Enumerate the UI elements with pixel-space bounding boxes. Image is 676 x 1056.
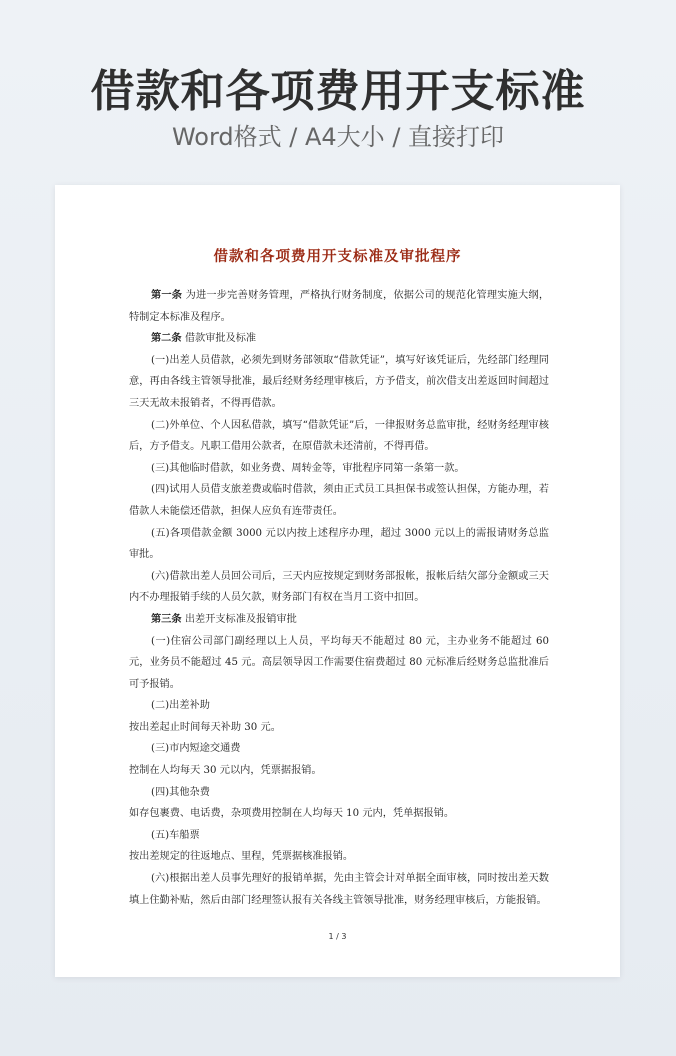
- article-1: [129, 285, 549, 328]
- article-2-label: 第二条: [151, 332, 182, 345]
- article-2-text: 借款审批及标准: [184, 333, 257, 345]
- article-3-heading: [129, 609, 549, 631]
- paragraph: (三)其他临时借款，如业务费、周转金等，审批程序同第一条第一款。: [151, 462, 465, 474]
- paragraph: (四)试用人员借支旅差费或临时借款，须由正式员工具担保书或签认担保，方能办理，若借款人未能偿还借款，担保人应负有连带责任。: [129, 484, 549, 517]
- paragraph: (一)住宿公司部门副经理以上人员，平均每天不能超过 80 元，主办业务不能超过 60 元，业务员不能超过 45 元。高层领导因工作需要住宿费超过 80 元标准后经财务总监批准后可予报销。: [129, 635, 549, 690]
- paragraph: 按出差规定的往返地点、里程，凭票据核准报销。: [129, 851, 354, 863]
- banner-subtitle: Word格式 / A4大小 / 直接打印: [171, 123, 505, 151]
- document-title: 借款和各项费用开支标准及审批程序: [213, 248, 462, 265]
- paragraph: (五)各项借款金额 3000 元以内按上述程序办理，超过 3000 元以上的需报请财务总监审批。: [129, 527, 549, 561]
- article-3-text: 出差开支标准及报销审批: [184, 613, 297, 625]
- banner-title: 借款和各项费用开支标准: [90, 66, 586, 117]
- paragraph: 控制在人均每天 30 元以内，凭票据报销。: [129, 765, 322, 777]
- subheading: (四)其他杂费: [151, 786, 210, 798]
- paragraph: (二)外单位、个人因私借款，填写“借款凭证”后，一律报财务总监审批，经财务经理审核后，方予借支。凡职工借用公款者，在原借款未还清前，不得再借。: [129, 419, 549, 453]
- subheading: (二)出差补助: [151, 700, 210, 712]
- paragraph: (六)根据出差人员事先理好的报销单据，先由主管会计对单据全面审核，同时按出差天数填上住勤补贴，然后由部门经理签认报有关各线主管领导批准，财务经理审核后，方能报销。: [129, 873, 549, 906]
- paragraph: (六)借款出差人员回公司后，三天内应按规定到财务部报帐，报帐后结欠部分金额或三天内不办理报销手续的人员欠款，财务部门有权在当月工资中扣回。: [129, 570, 549, 604]
- article-1-label: 第一条: [151, 289, 183, 301]
- paragraph: (一)出差人员借款，必须先到财务部领取“借款凭证”，填写好该凭证后，先经部门经理同意，再由各线主管领导批准，最后经财务经理审核后，方予借支，前次借支出差返回时间超过三天无故未报销者，不得再借款。: [129, 354, 549, 409]
- document-body: [129, 285, 549, 911]
- paragraph: 按出差起止时间每天补助 30 元。: [129, 721, 281, 733]
- article-1-text: 为进一步完善财务管理，严格执行财务制度，依据公司的规范化管理实施大纲，特制定本标准及程序。: [129, 290, 550, 323]
- page-number: 1 / 3: [328, 932, 347, 941]
- paragraph: 如存包裹费、电话费，杂项费用控制在人均每天 10 元内，凭单据报销。: [129, 808, 455, 820]
- document-page: [55, 185, 620, 977]
- article-3-label: 第三条: [151, 612, 182, 625]
- article-2-heading: [129, 328, 549, 350]
- subheading: (五)车船票: [151, 829, 200, 841]
- subheading: (三)市内短途交通费: [151, 743, 241, 755]
